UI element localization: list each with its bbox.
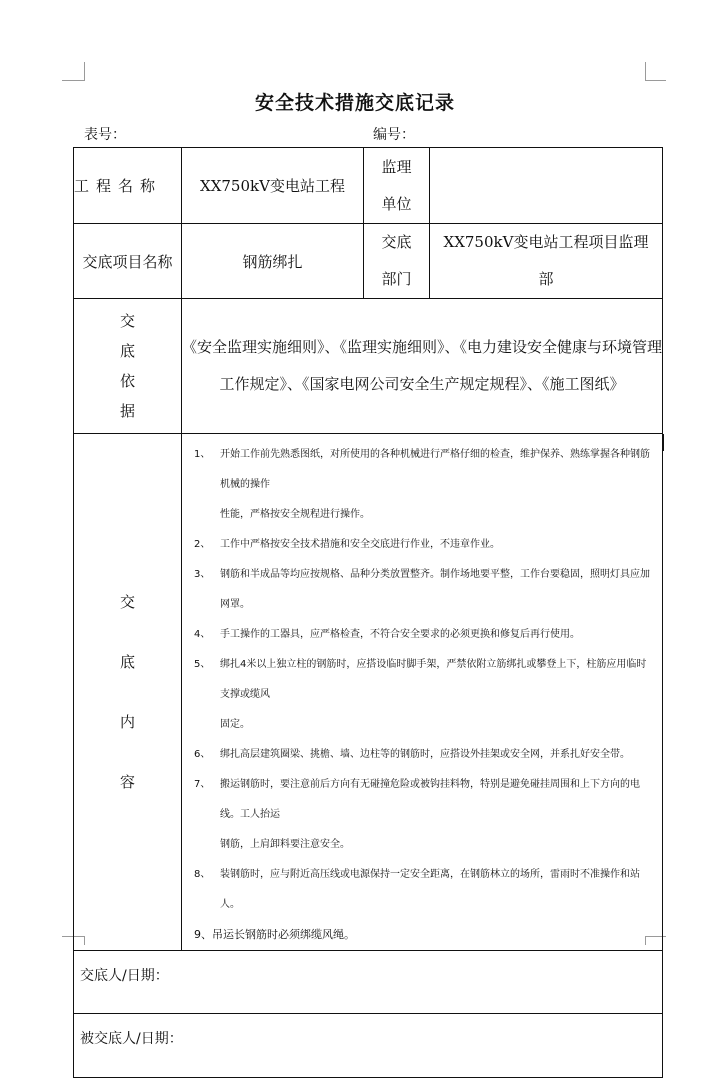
project-name-value[interactable]: XX750kV变电站工程 (182, 148, 364, 224)
dept-value-line1: XX750kV变电站工程项目监理 (443, 233, 649, 251)
text-cursor (662, 434, 664, 451)
content-item-line: 工作中严格按安全技术措施和安全交底进行作业，不违章作业。 (220, 539, 500, 550)
content-item-line: 钢筋，上肩卸料要注意安全。 (220, 839, 350, 850)
content-item-line: 固定。 (220, 719, 250, 730)
content-item-number: 8、 (194, 869, 211, 880)
basis-label-char: 据 (119, 402, 135, 420)
content-item (194, 530, 656, 560)
corner-mark-top-right (645, 62, 666, 81)
dept-label-line1: 交底 (381, 233, 412, 251)
serial-number-label: 编号： (373, 127, 415, 143)
basis-label-char: 依 (119, 372, 135, 390)
content-item-number: 3、 (194, 569, 211, 580)
content-value[interactable] (182, 434, 663, 951)
content-item-line: 钢筋和半成品等均应按规格、品种分类放置整齐。制作场地要平整，工作台要稳固，照明灯具应加网罩。 (220, 569, 650, 610)
content-item-line: 装钢筋时，应与附近高压线或电源保持一定安全距离，在钢筋林立的场所，雷雨时不准操作和站人。 (220, 869, 640, 910)
content-item-line: 手工操作的工器具，应严格检查，不符合安全要求的必须更换和修复后再行使用。 (220, 629, 580, 640)
dept-label (364, 224, 430, 299)
content-item-number: 6、 (194, 749, 211, 760)
content-item-line: 绑扎高层建筑圈梁、挑檐、墙、边柱等的钢筋时，应搭设外挂架或安全网，并系扎好安全带。 (220, 749, 630, 760)
basis-value-line1: 《安全监理实施细则》、《监理实施细则》、《电力建设安全健康与环境管理 (182, 338, 663, 356)
supervision-unit-label-line2: 单位 (381, 194, 412, 213)
receiver-person-date-label[interactable]: 被交底人/日期： (74, 1014, 663, 1078)
content-item-line: 开始工作前先熟悉图纸，对所使用的各种机械进行严格仔细的检查，维护保养、熟练掌握各种钢筋机械的操作 (220, 449, 650, 490)
dept-value[interactable] (430, 224, 663, 299)
content-item-number: 2、 (194, 539, 211, 550)
item-name-label: 交底项目名称 (74, 224, 182, 299)
content-item-number: 5、 (194, 659, 211, 670)
content-item (194, 560, 656, 620)
supervision-unit-value[interactable] (430, 148, 663, 224)
row-content (74, 434, 663, 951)
supervision-unit-label (364, 148, 430, 224)
row-basis (74, 299, 663, 434)
basis-label-char: 交 (119, 312, 135, 330)
dept-label-line2: 部门 (381, 270, 412, 288)
content-item (194, 860, 656, 920)
document-title: 安全技术措施交底记录 (254, 92, 455, 114)
content-label-char: 交 (119, 593, 135, 611)
content-item-line: 性能，严格按安全规程进行操作。 (220, 509, 370, 520)
item-name-value[interactable]: 钢筋绑扎 (182, 224, 364, 299)
row-handover-person (74, 951, 663, 1014)
content-label (74, 434, 182, 951)
safety-briefing-table (73, 147, 663, 1078)
content-label-char: 容 (119, 773, 135, 791)
content-item-number: 4、 (194, 629, 211, 640)
supervision-unit-label-line1: 监理 (381, 157, 412, 176)
handover-person-date-label[interactable]: 交底人/日期： (74, 951, 663, 1014)
row-project-name (74, 148, 663, 224)
project-name-label: 工程名称 (74, 148, 182, 224)
basis-value[interactable] (182, 299, 663, 434)
content-item (194, 440, 656, 530)
content-item-line: 搬运钢筋时，要注意前后方向有无碰撞危险或被钩挂料物，特别是避免碰挂周围和上下方向的电线。工人抬运 (220, 779, 640, 820)
content-item (194, 650, 656, 740)
content-item (194, 620, 656, 650)
content-item-number: 1、 (194, 449, 211, 460)
content-item (194, 770, 656, 860)
basis-value-line2: 工作规定》、《国家电网公司安全生产规定规程》、《施工图纸》 (219, 375, 625, 393)
content-label-char: 内 (119, 713, 135, 731)
corner-mark-top-left (62, 62, 85, 81)
content-item-line: 绑扎4米以上独立柱的钢筋时，应搭设临时脚手架，严禁依附立筋绑扎或攀登上下，柱筋应用临时支撑或缆风 (220, 659, 647, 700)
content-label-char: 底 (119, 653, 135, 671)
basis-label-char: 底 (119, 342, 135, 360)
basis-label (74, 299, 182, 434)
content-item-last: 9、吊运长钢筋时必须绑缆风绳。 (194, 928, 355, 941)
row-item-name (74, 224, 663, 299)
content-item (194, 740, 656, 770)
dept-value-line2: 部 (538, 270, 554, 288)
row-receiver-person (74, 1014, 663, 1078)
content-item-number: 7、 (194, 779, 211, 790)
table-number-label: 表号： (84, 127, 126, 143)
